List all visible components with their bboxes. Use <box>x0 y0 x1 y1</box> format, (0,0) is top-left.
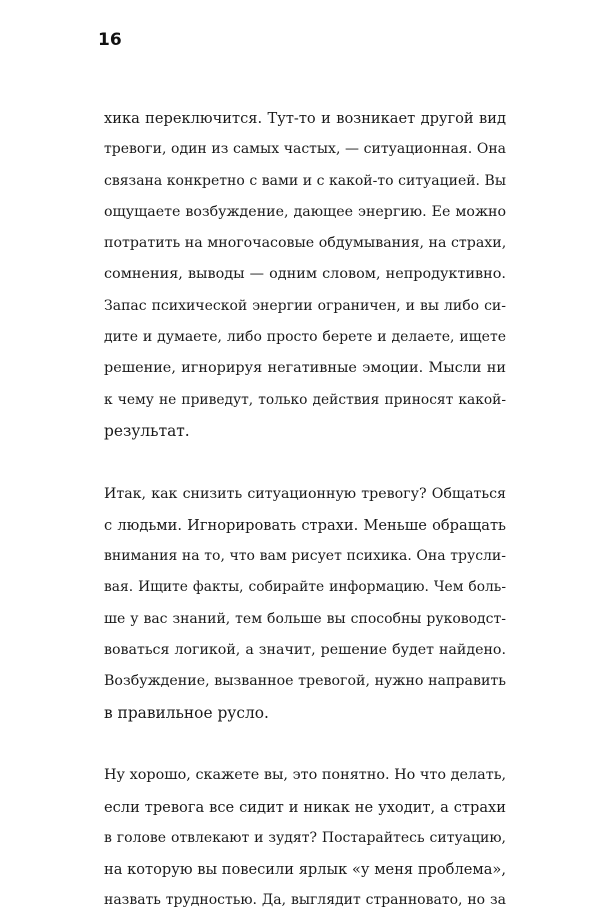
text-line: результат. <box>104 421 190 440</box>
text-line: если тревога все сидит и никак не уходит, а страхи <box>104 798 506 816</box>
text-line: тревоги, один из самых частых, — ситуационная. Она <box>104 141 506 158</box>
text-line: хика переключится. Тут-то и возникает другой вид <box>104 110 506 127</box>
text-line: в правильное русло. <box>104 703 269 722</box>
text-line: дите и думаете, либо просто берете и делаете, ищете <box>104 329 506 346</box>
text-line: на которую вы повесили ярлык «у меня проблема», <box>104 861 506 879</box>
text-line: внимания на то, что вам рисует психика. Она трусли- <box>104 548 506 565</box>
text-line: назвать трудностью. Да, выглядит странновато, но за <box>104 892 506 909</box>
text-line: к чему не приведут, только действия приносят какой- <box>104 391 506 408</box>
paragraph-3 <box>104 760 506 916</box>
text-line: в голове отвлекают и зудят? Постарайтесь ситуацию, <box>104 829 506 846</box>
text-line: воваться логикой, а значит, решение будет найдено. <box>104 642 506 659</box>
text-line: потратить на многочасовые обдумывания, на страхи, <box>104 235 507 252</box>
paragraph-gap <box>104 447 506 478</box>
body-text <box>104 103 506 917</box>
paragraph-gap <box>104 729 506 760</box>
page-number: 16 <box>98 30 122 50</box>
text-line: Запас психической энергии ограничен, и вы либо си- <box>104 297 506 314</box>
paragraph-1 <box>104 103 506 447</box>
paragraph-2 <box>104 479 506 729</box>
text-line: с людьми. Игнорировать страхи. Меньше обращать <box>104 516 506 534</box>
text-line: вая. Ищите факты, собирайте информацию. Чем боль- <box>104 579 506 596</box>
text-line: сомнения, выводы — одним словом, непродуктивно. <box>104 266 506 283</box>
text-line: Возбуждение, вызванное тревогой, нужно направить <box>104 673 506 690</box>
text-line: ощущаете возбуждение, дающее энергию. Ее можно <box>104 203 506 220</box>
text-line: Ну хорошо, скажете вы, это понятно. Но что делать, <box>104 767 507 784</box>
text-line: Итак, как снизить ситуационную тревогу? Общаться <box>104 485 506 502</box>
text-line: решение, игнорируя негативные эмоции. Мысли ни <box>104 360 506 377</box>
text-line: ше у вас знаний, тем больше вы способны руководст- <box>104 610 506 627</box>
text-line: связана конкретно с вами и с какой-то ситуацией. Вы <box>104 172 506 189</box>
